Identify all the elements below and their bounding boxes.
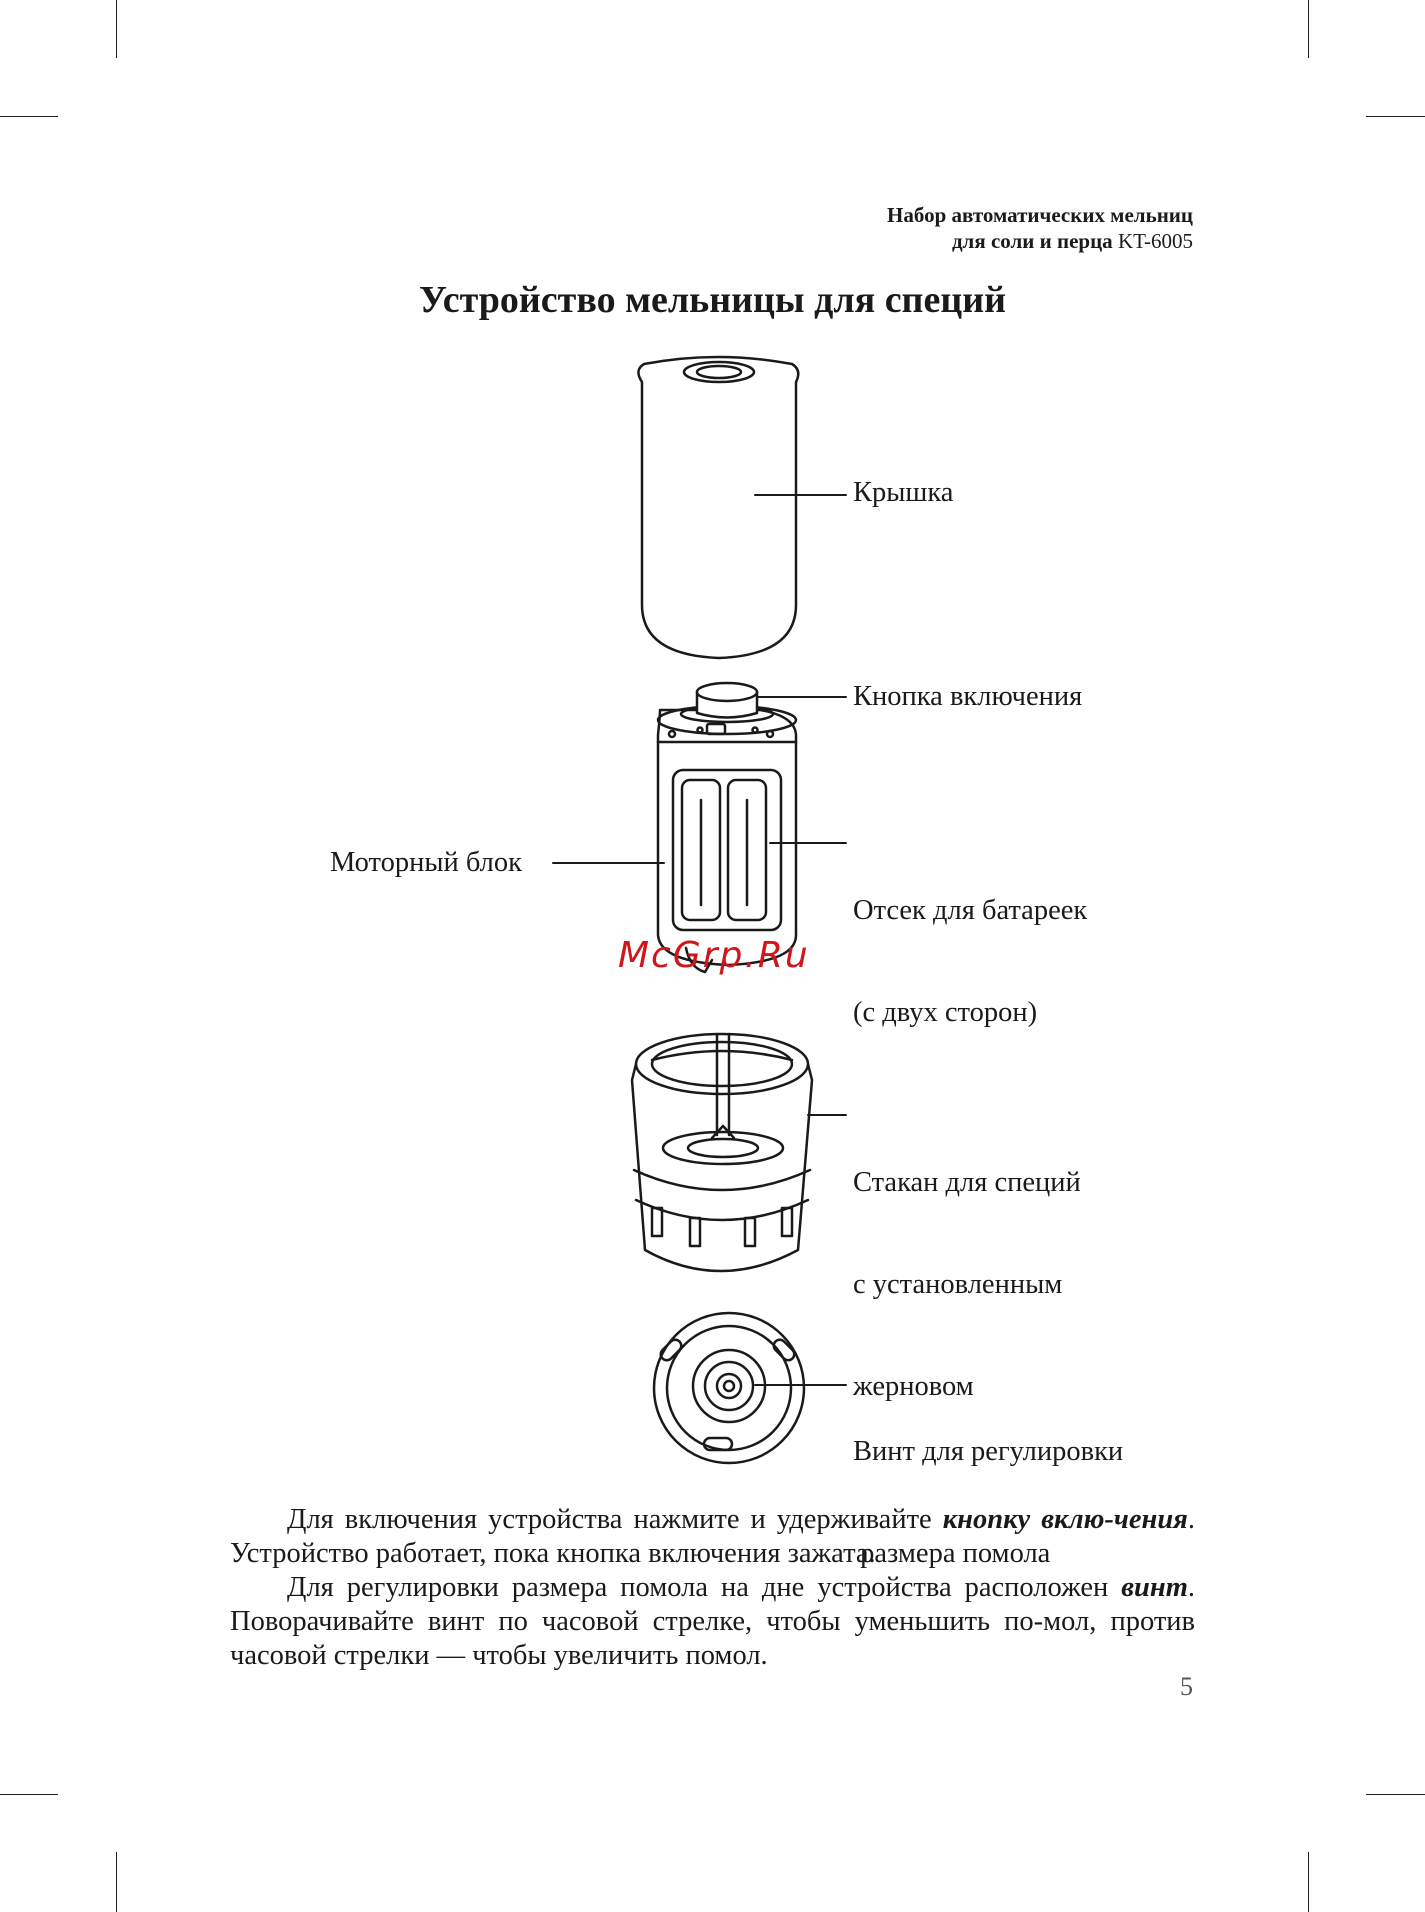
label-screw-line1: Винт для регулировки [853,1436,1124,1467]
header-line2-bold: для соли и перца [951,229,1113,253]
page-title: Устройство мельницы для специй [418,279,1007,321]
bottom-view-illustration [654,1313,804,1463]
label-battery-line1: Отсек для батареек [853,895,1088,926]
label-screw-line2: размера помола [853,1538,1051,1569]
page-number: 5 [1180,1672,1193,1701]
paragraph-power [230,1503,1195,1571]
motor-block-illustration [658,683,796,972]
p1-end: . Устройство работает, пока кнопка включения зажата. [230,1504,1195,1569]
label-battery-line2: (с двух сторон) [853,997,1038,1028]
label-lid: Крышка [853,477,954,508]
header-model: KT-6005 [1112,229,1193,253]
label-battery [853,826,1087,1064]
label-cup-line2: с установленным [853,1269,1063,1300]
label-cup-line3: жерновом [853,1371,974,1402]
label-cup-line1: Стакан для специй [853,1167,1081,1198]
paragraph-grind [230,1571,1195,1673]
spice-cup-illustration [632,1034,812,1271]
watermark: McGrp.Ru [618,935,810,976]
p1-bold: кнопку вклю-чения [942,1504,1188,1535]
instructions-text [230,1503,1195,1673]
p2-bold: винт [1121,1572,1188,1603]
p1-start: Для включения устройства нажмите и удерживайте [287,1504,943,1535]
label-motor-block: Моторный блок [330,847,522,878]
label-power-button: Кнопка включения [853,681,1083,712]
lid-illustration [638,357,798,658]
p2-end: . Поворачивайте винт по часовой стрелке, чтобы уменьшить по-мол, против часовой стрелки — чтобы увеличить помол. [230,1572,1195,1671]
header-line1: Набор автоматических мельниц [887,203,1193,227]
p2-start: Для регулировки размера помола на дне устройства расположен [287,1572,1122,1603]
